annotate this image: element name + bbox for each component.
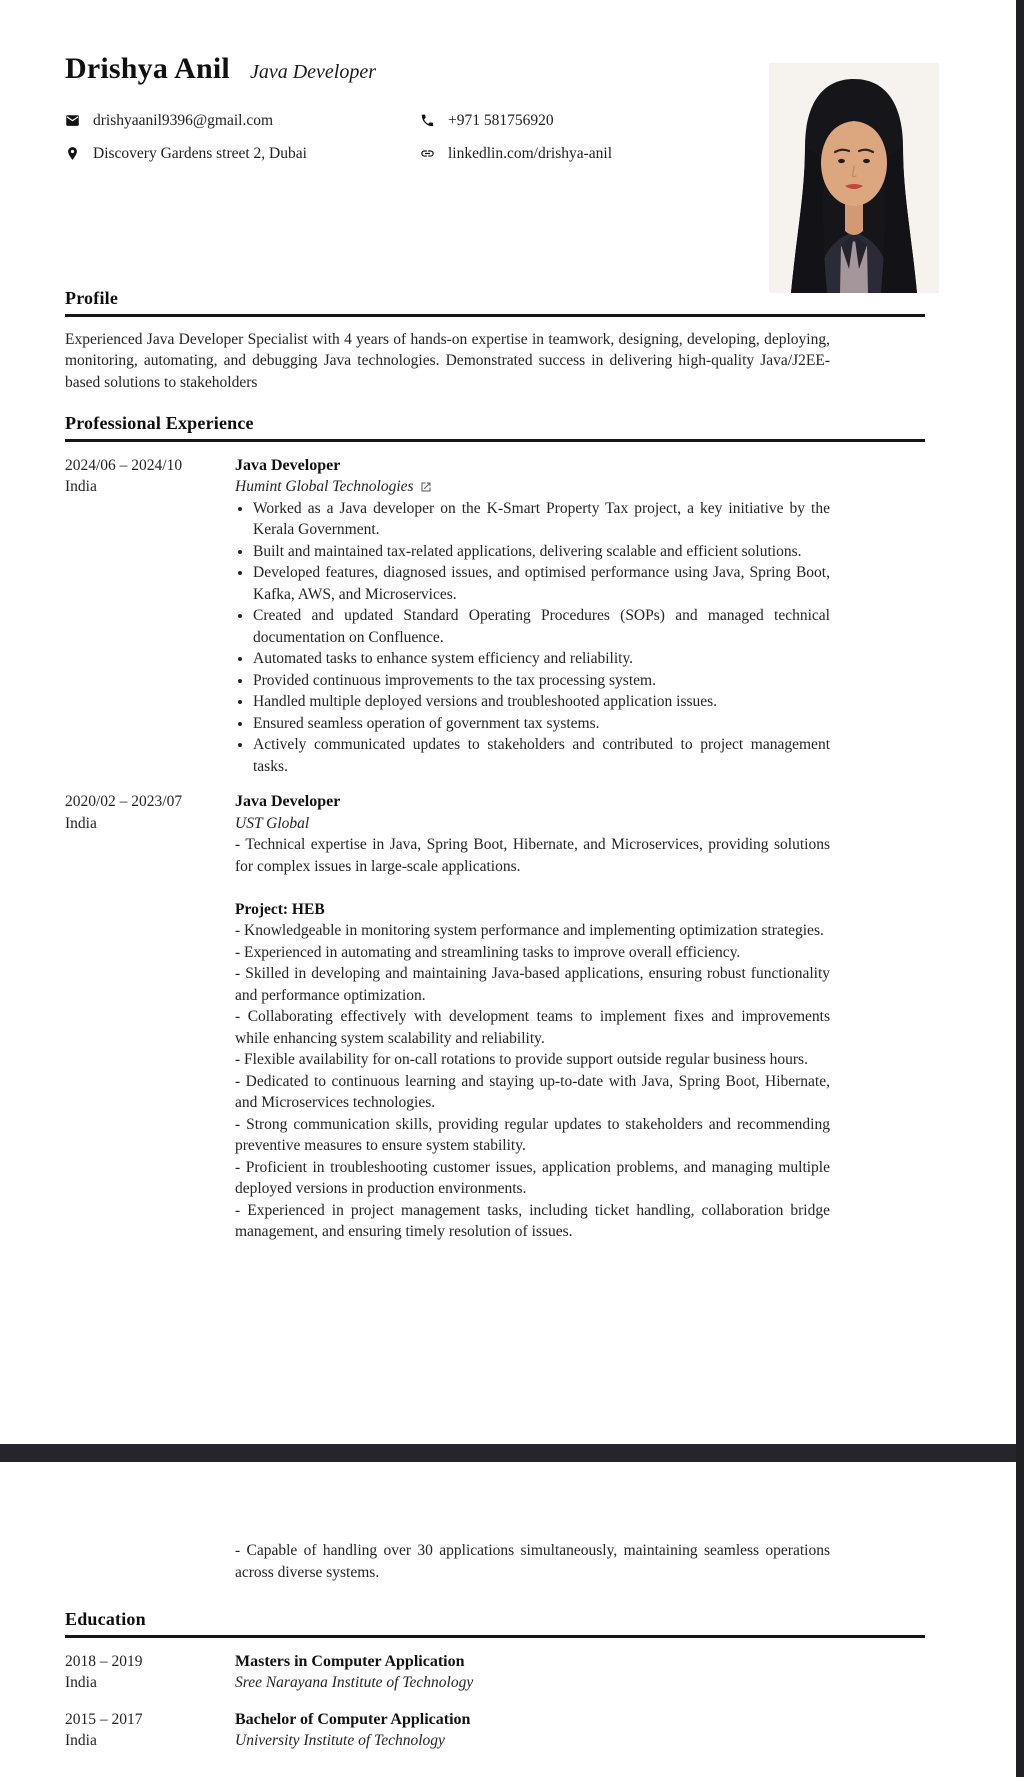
job-dates: 2024/06 – 2024/10: [65, 456, 183, 474]
education-degree: Masters in Computer Application: [235, 1652, 465, 1670]
job-line: - Experienced in project management tasks, including ticket handling, collaboration bridge management, and ensuring timely resolution of issues.: [235, 1201, 830, 1240]
section-rule: [65, 314, 925, 317]
section-education: [65, 1609, 925, 1752]
job-company[interactable]: [235, 476, 830, 498]
contact-info: [65, 104, 785, 170]
job-bullet: • Handled multiple deployed versions and troubleshooted application issues.: [253, 691, 830, 713]
contact-linkedin[interactable]: linkedlin.com/drishya-anil: [448, 144, 613, 162]
job-bullet: • Automated tasks to enhance system efficiency and reliability.: [253, 648, 830, 670]
education-degree: Bachelor of Computer Application: [235, 1710, 471, 1728]
job-bullet-list: [235, 498, 830, 778]
job-bullet: • Actively communicated updates to stakeholders and contributed to project management tasks.: [253, 734, 830, 777]
education-details: [235, 1709, 925, 1752]
job-line: - Collaborating effectively with development teams to implement fixes and improvements while enhancing system scalability and reliability.: [235, 1008, 830, 1047]
email-icon: [65, 113, 80, 128]
project-heading: Project: HEB: [235, 900, 325, 918]
job-line: - Experienced in automating and streamlining tasks to improve overall efficiency.: [235, 943, 741, 961]
location-icon: [65, 146, 80, 161]
job-line: - Skilled in developing and maintaining Java-based applications, ensuring robust functionality and performance optimization.: [235, 965, 830, 1004]
contact-phone-row: [420, 112, 785, 130]
education-location: India: [65, 1732, 97, 1749]
contact-phone: +971 581756920: [448, 111, 554, 129]
job-title: Java Developer: [235, 793, 341, 810]
company-name: UST Global: [235, 814, 310, 832]
contact-email-row: [65, 112, 420, 130]
resume-page-2: [0, 1462, 1016, 1777]
section-rule: [65, 1635, 925, 1638]
company-name: Humint Global Technologies: [235, 478, 414, 495]
viewer-scroll-edge[interactable]: [1016, 0, 1024, 1777]
section-profile: [65, 288, 925, 393]
experience-entry: [65, 791, 925, 1243]
contact-address: Discovery Gardens street 2, Dubai: [93, 144, 307, 162]
section-experience: [65, 413, 925, 1243]
job-line: - Proficient in troubleshooting customer issues, application problems, and managing multiple deployed versions in production environments.: [235, 1158, 830, 1197]
job-location: India: [65, 814, 97, 832]
experience-heading: Professional Experience: [65, 413, 254, 433]
experience-entry: [65, 455, 925, 778]
job-line: - Strong communication skills, providing regular updates to stakeholders and recommending preventive measures to ensure system stability.: [235, 1115, 830, 1154]
phone-icon: [420, 113, 435, 128]
contact-address-row: [65, 145, 420, 163]
link-icon: [420, 146, 435, 161]
profile-heading: Profile: [65, 288, 119, 308]
candidate-job-title: Java Developer: [249, 61, 376, 83]
job-location: India: [65, 478, 97, 495]
education-school: Sree Narayana Institute of Technology: [235, 1674, 474, 1691]
job-company: [235, 813, 830, 835]
external-link-icon[interactable]: [420, 481, 432, 493]
job-meta: [65, 455, 235, 778]
education-meta: [65, 1709, 235, 1752]
job-bullet: • Developed features, diagnosed issues, and optimised performance using Java, Spring Boot, Kafka, AWS, and Microservices.: [253, 562, 830, 605]
education-details: [235, 1651, 925, 1694]
section-rule: [65, 439, 925, 442]
education-entry: [65, 1651, 925, 1694]
education-dates: 2015 – 2017: [65, 1710, 143, 1728]
profile-photo: [769, 63, 939, 293]
job-bullet: • Worked as a Java developer on the K-Smart Property Tax project, a key initiative by the Kerala Government.: [253, 498, 830, 541]
contact-linkedin-row: [420, 145, 785, 163]
job-bullet: • Built and maintained tax-related applications, delivering scalable and efficient solutions.: [253, 541, 830, 563]
job-line: - Knowledgeable in monitoring system performance and implementing optimization strategies.: [235, 922, 824, 939]
education-meta: [65, 1651, 235, 1694]
job-meta: [65, 791, 235, 1243]
contact-email[interactable]: drishyaanil9396@gmail.com: [93, 111, 274, 129]
job-bullet: • Ensured seamless operation of government tax systems.: [253, 713, 830, 735]
education-school: University Institute of Technology: [235, 1732, 445, 1749]
education-heading: Education: [65, 1609, 146, 1629]
profile-summary: Experienced Java Developer Specialist with 4 years of hands-on expertise in teamwork, designing, developing, deploying, monitoring, automating, and debugging Java technologies. Demonstrated success in delivering high-quality Java/J2EE-based solutions to stakeholders: [65, 330, 830, 391]
job-line-continuation: - Capable of handling over 30 applications simultaneously, maintaining seamless operations across diverse systems.: [235, 1542, 830, 1581]
job-line: - Dedicated to continuous learning and staying up-to-date with Java, Spring Boot, Hibernate, and Microservices technologies.: [235, 1072, 830, 1111]
education-entry: [65, 1709, 925, 1752]
job-dates: 2020/02 – 2023/07: [65, 793, 183, 810]
job-title: Java Developer: [235, 456, 341, 474]
education-dates: 2018 – 2019: [65, 1652, 143, 1670]
job-details: [235, 455, 830, 778]
job-line: - Flexible availability for on-call rotations to provide support outside regular business hours.: [235, 1051, 808, 1068]
job-bullet: • Provided continuous improvements to the tax processing system.: [253, 670, 830, 692]
education-location: India: [65, 1674, 97, 1691]
job-intro: - Technical expertise in Java, Spring Boot, Hibernate, and Microservices, providing solutions for complex issues in large-scale applications.: [235, 836, 830, 875]
job-details: [235, 791, 830, 1243]
candidate-name: Drishya Anil: [65, 52, 230, 85]
job-bullet: • Created and updated Standard Operating Procedures (SOPs) and managed technical documentation on Confluence.: [253, 605, 830, 648]
page-break-band: [0, 1444, 1016, 1462]
